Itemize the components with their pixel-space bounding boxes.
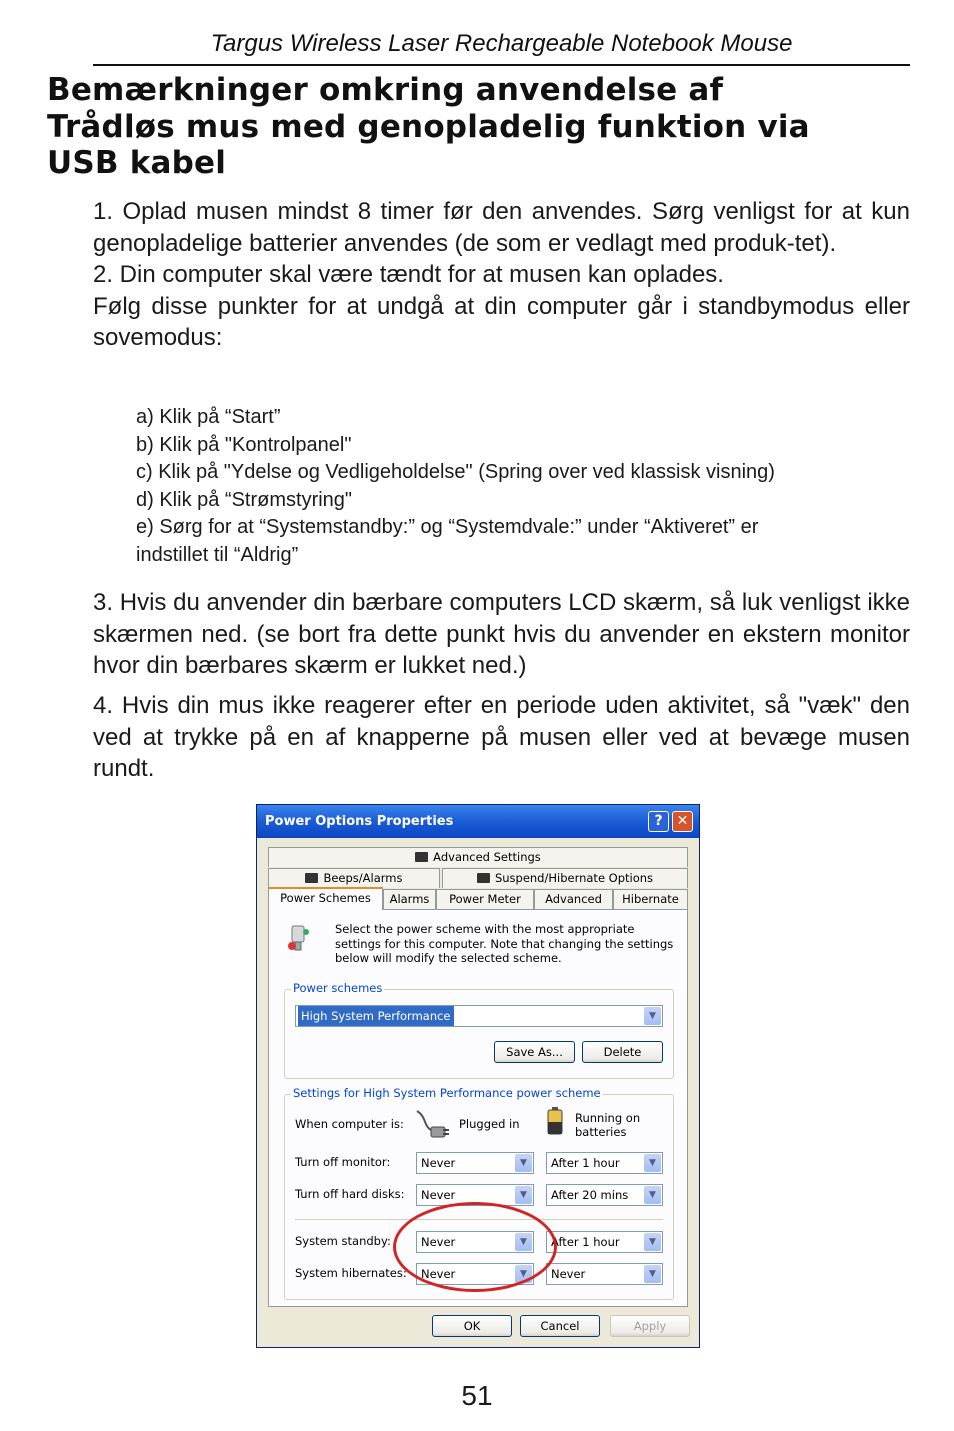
delete-button[interactable]: Delete	[582, 1041, 663, 1063]
settings-group-label: Settings for High System Performance power scheme	[293, 1086, 601, 1100]
disks-battery-select[interactable]	[546, 1184, 663, 1206]
page-number: 51	[461, 1380, 493, 1411]
tab-hibernate[interactable]: Hibernate	[613, 889, 688, 909]
cancel-button[interactable]: Cancel	[520, 1315, 600, 1337]
chevron-down-icon: ▼	[644, 1186, 661, 1204]
chevron-down-icon: ▼	[644, 1233, 661, 1251]
intro-paragraphs	[93, 196, 910, 354]
tab-power-schemes[interactable]: Power Schemes	[268, 887, 383, 910]
paragraph-2: 2. Din computer skal være tændt for at musen kan oplades.	[93, 261, 724, 288]
paragraph-3: 3. Hvis du anvender din bærbare computers LCD skærm, så luk venligst ikke skærmen ned. (se bort fra dette punkt hvis du anvender en ekstern monitor hvor din bærbares skærm er lukket ned.)	[93, 589, 910, 679]
tab-label: Beeps/Alarms	[323, 871, 403, 885]
section-title-line-3: USB kabel	[47, 145, 227, 181]
laptop-icon	[477, 873, 490, 883]
dialog-titlebar	[257, 805, 699, 838]
tab-power-meter[interactable]: Power Meter	[436, 889, 534, 909]
section-title-line-1: Bemærkninger omkring anvendelse af	[47, 72, 724, 108]
power-schemes-group	[284, 981, 674, 1079]
turn-off-hard-disks-label: Turn off hard disks:	[295, 1187, 405, 1201]
intro-text: Select the power scheme with the most appropriate settings for this computer. Note that changing the settings below will modify the selected scheme.	[335, 922, 674, 965]
plug-icon	[413, 1107, 451, 1143]
chevron-down-icon: ▼	[644, 1154, 661, 1172]
hibernate-battery-select[interactable]	[546, 1263, 663, 1285]
chevron-down-icon: ▼	[515, 1154, 532, 1172]
apply-button[interactable]: Apply	[610, 1315, 690, 1337]
select-value: Never	[421, 1267, 456, 1281]
select-value: After 1 hour	[551, 1235, 620, 1249]
when-computer-is-label: When computer is:	[295, 1117, 404, 1131]
tab-suspend-hibernate[interactable]	[442, 868, 688, 888]
system-hibernates-label: System hibernates:	[295, 1266, 407, 1280]
running-on-batteries-label: Running on batteries	[575, 1111, 641, 1139]
laptop-icon	[415, 852, 428, 862]
paragraph-4-block	[93, 690, 910, 785]
select-value: Never	[421, 1188, 456, 1202]
section-title	[47, 72, 907, 182]
chevron-down-icon: ▼	[644, 1265, 661, 1283]
tab-label: Suspend/Hibernate Options	[494, 871, 654, 885]
step-e-cont: indstillet til “Aldrig”	[136, 543, 299, 566]
power-scheme-select[interactable]	[295, 1005, 663, 1027]
steps-list	[136, 404, 896, 569]
power-plug-icon	[286, 924, 312, 954]
select-value: Never	[421, 1235, 456, 1249]
step-d: d) Klik på “Strømstyring"	[136, 488, 353, 511]
close-button[interactable]: ✕	[672, 811, 693, 832]
step-e: e) Sørg for at “Systemstandby:” og “Systemdvale:” under “Aktiveret” er	[136, 516, 759, 538]
select-value: Never	[421, 1156, 456, 1170]
turn-off-monitor-label: Turn off monitor:	[295, 1155, 391, 1169]
step-b: b) Klik på "Kontrolpanel"	[136, 433, 352, 456]
section-title-line-2: Trådløs mus med genopladelig funktion via	[47, 108, 810, 145]
chevron-down-icon: ▼	[515, 1186, 532, 1204]
battery-icon	[547, 1107, 563, 1135]
select-value: Never	[551, 1267, 586, 1281]
system-standby-label: System standby:	[295, 1234, 391, 1248]
monitor-plugged-select[interactable]	[416, 1152, 534, 1174]
power-schemes-label: Power schemes	[293, 981, 383, 995]
power-scheme-value: High System Performance	[298, 1006, 454, 1026]
chevron-down-icon: ▼	[644, 1007, 661, 1025]
save-as-button[interactable]: Save As...	[494, 1041, 575, 1063]
dialog-title: Power Options Properties	[265, 814, 454, 829]
standby-battery-select[interactable]	[546, 1231, 663, 1253]
paragraph-3-block	[93, 587, 910, 682]
ok-button[interactable]: OK	[432, 1315, 512, 1337]
tab-beeps-alarms[interactable]	[268, 868, 440, 888]
running-header: Targus Wireless Laser Rechargeable Notebook Mouse	[210, 30, 793, 57]
tab-advanced[interactable]: Advanced	[534, 889, 613, 909]
highlight-circle	[393, 1202, 557, 1292]
select-value: After 1 hour	[551, 1156, 620, 1170]
paragraph-2b: Følg disse punkter for at undgå at din computer går i standbymodus eller sovemodus:	[93, 292, 910, 351]
monitor-battery-select[interactable]	[546, 1152, 663, 1174]
header-rule	[93, 64, 910, 66]
plugged-in-label: Plugged in	[459, 1117, 520, 1131]
chevron-down-icon: ▼	[515, 1265, 532, 1283]
step-c: c) Klik på "Ydelse og Vedligeholdelse" (Spring over ved klassisk visning)	[136, 461, 775, 483]
step-a: a) Klik på “Start”	[136, 406, 281, 428]
help-button[interactable]: ?	[648, 811, 669, 832]
tab-advanced-settings[interactable]	[268, 847, 688, 867]
chevron-down-icon: ▼	[515, 1233, 532, 1251]
paragraph-4: 4. Hvis din mus ikke reagerer efter en periode uden aktivitet, så "væk" den ved at trykke på en af knapperne på musen eller ved at bevæge musen rundt.	[93, 692, 910, 782]
paragraph-1: 1. Oplad musen mindst 8 timer før den anvendes. Sørg venligst for at kun genopladelige batterier anvendes (de som er vedlagt med produk-tet).	[93, 198, 910, 257]
select-value: After 20 mins	[551, 1188, 629, 1202]
tab-alarms[interactable]: Alarms	[383, 889, 436, 909]
tab-label: Advanced Settings	[433, 850, 541, 864]
laptop-icon	[305, 873, 318, 883]
